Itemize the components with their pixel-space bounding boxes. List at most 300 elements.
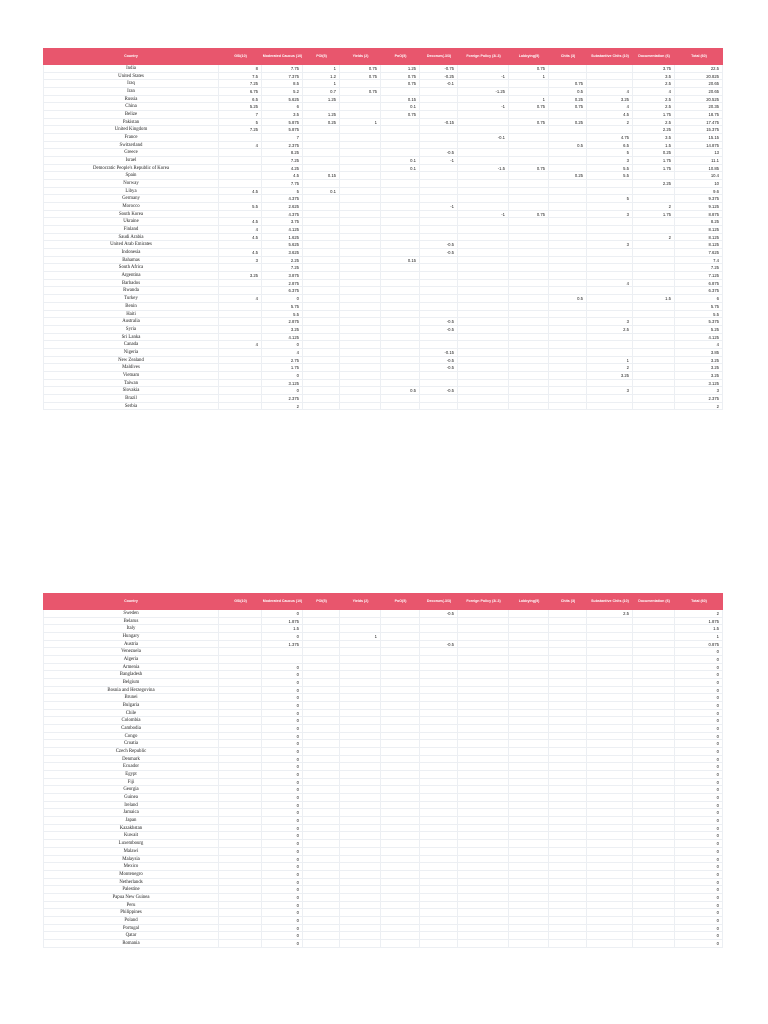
- score-cell: [633, 932, 675, 939]
- score-cell: 0: [262, 771, 303, 778]
- score-cell: [458, 725, 509, 732]
- score-cell: [458, 763, 509, 770]
- score-cell: [381, 134, 420, 141]
- table-row: [43, 763, 723, 771]
- column-header: Foreign Policy (3/-3): [466, 599, 501, 604]
- score-cell: [509, 802, 549, 809]
- score-cell: 2.5: [587, 610, 633, 617]
- score-cell: [458, 702, 509, 709]
- table-body: [43, 610, 723, 948]
- score-cell: [381, 403, 420, 410]
- score-cell: [381, 380, 420, 387]
- score-cell: [458, 825, 509, 832]
- score-cell: [509, 126, 549, 133]
- column-header: POI(5): [316, 54, 327, 59]
- score-cell: -0.5: [420, 326, 458, 333]
- score-cell: [458, 748, 509, 755]
- country-cell: Saudi Arabia: [43, 234, 219, 241]
- score-cell: [381, 656, 420, 663]
- country-cell: Malaysia: [43, 856, 219, 863]
- score-cell: [340, 226, 381, 233]
- score-cell: [549, 740, 587, 747]
- score-cell: 0: [675, 763, 723, 770]
- score-cell: [458, 809, 509, 816]
- score-cell: 0: [675, 710, 723, 717]
- table-row: [43, 909, 723, 917]
- score-cell: [587, 932, 633, 939]
- score-cell: 0: [262, 863, 303, 870]
- score-cell: [219, 771, 262, 778]
- column-header: Lobbying(5): [518, 599, 540, 604]
- score-cell: [509, 886, 549, 893]
- score-cell: [303, 756, 340, 763]
- score-cell: [420, 848, 458, 855]
- score-cell: [340, 395, 381, 402]
- country-cell: Switzerland: [43, 142, 219, 149]
- score-cell: [219, 925, 262, 932]
- score-cell: -1: [458, 211, 509, 218]
- score-cell: [587, 234, 633, 241]
- score-cell: [633, 710, 675, 717]
- score-cell: 1: [303, 65, 340, 72]
- score-cell: [340, 725, 381, 732]
- table-row: [43, 779, 723, 787]
- score-cell: [340, 188, 381, 195]
- score-cell: [381, 119, 420, 126]
- score-cell: [549, 840, 587, 847]
- score-cell: [458, 80, 509, 87]
- score-cell: [420, 694, 458, 701]
- table-body: [43, 65, 723, 410]
- score-cell: [587, 809, 633, 816]
- score-cell: [458, 142, 509, 149]
- score-cell: 0: [262, 664, 303, 671]
- score-cell: [219, 879, 262, 886]
- score-cell: [219, 687, 262, 694]
- column-header: Decorum(-3/3): [426, 599, 452, 604]
- score-cell: [303, 334, 340, 341]
- column-header: POI(5): [316, 599, 327, 604]
- country-cell: Italy: [43, 625, 219, 632]
- score-cell: [340, 641, 381, 648]
- score-cell: [340, 311, 381, 318]
- score-cell: 7.125: [675, 272, 723, 279]
- score-cell: 2: [587, 364, 633, 371]
- score-cell: [420, 771, 458, 778]
- score-cell: [587, 756, 633, 763]
- score-cell: 2.5: [633, 119, 675, 126]
- score-cell: [219, 610, 262, 617]
- score-cell: [420, 702, 458, 709]
- table-row: [43, 387, 723, 395]
- table-row: [43, 786, 723, 794]
- table-row: [43, 740, 723, 748]
- score-cell: [509, 111, 549, 118]
- score-cell: [219, 902, 262, 909]
- score-cell: [420, 142, 458, 149]
- table-row: [43, 188, 723, 196]
- score-cell: [458, 871, 509, 878]
- score-cell: [340, 318, 381, 325]
- score-cell: [549, 395, 587, 402]
- score-cell: [458, 180, 509, 187]
- score-cell: 22.5: [675, 65, 723, 72]
- score-cell: 0.875: [675, 641, 723, 648]
- score-cell: 4: [675, 341, 723, 348]
- table-row: [43, 126, 723, 134]
- score-cell: [219, 809, 262, 816]
- score-cell: [509, 218, 549, 225]
- score-cell: [549, 756, 587, 763]
- country-cell: Morocco: [43, 203, 219, 210]
- score-cell: 0: [675, 879, 723, 886]
- score-cell: [340, 257, 381, 264]
- score-cell: [633, 357, 675, 364]
- score-cell: [303, 886, 340, 893]
- score-cell: [219, 725, 262, 732]
- score-cell: [420, 671, 458, 678]
- score-cell: 0: [262, 917, 303, 924]
- score-cell: [509, 380, 549, 387]
- score-cell: [303, 126, 340, 133]
- score-cell: [509, 771, 549, 778]
- scores-table-1: [43, 48, 723, 410]
- score-cell: [420, 134, 458, 141]
- score-cell: [549, 802, 587, 809]
- score-cell: [458, 917, 509, 924]
- score-cell: [549, 641, 587, 648]
- score-cell: [458, 264, 509, 271]
- score-cell: [420, 165, 458, 172]
- score-cell: 0: [675, 940, 723, 947]
- table-row: [43, 633, 723, 641]
- score-cell: [420, 871, 458, 878]
- table-row: [43, 287, 723, 295]
- score-cell: 0: [675, 794, 723, 801]
- score-cell: [633, 341, 675, 348]
- score-cell: 0: [262, 817, 303, 824]
- score-cell: [420, 725, 458, 732]
- score-cell: [549, 671, 587, 678]
- score-cell: -1.25: [458, 88, 509, 95]
- score-cell: [420, 287, 458, 294]
- country-cell: Rwanda: [43, 287, 219, 294]
- table-row: [43, 940, 723, 948]
- score-cell: [549, 633, 587, 640]
- score-cell: [420, 763, 458, 770]
- score-cell: [381, 725, 420, 732]
- score-cell: [549, 725, 587, 732]
- score-cell: 8.5: [262, 80, 303, 87]
- score-cell: [509, 717, 549, 724]
- score-cell: [549, 687, 587, 694]
- score-cell: [381, 710, 420, 717]
- table-row: [43, 610, 723, 618]
- score-cell: -0.5: [420, 641, 458, 648]
- table-row: [43, 272, 723, 280]
- score-cell: [458, 610, 509, 617]
- score-cell: [633, 879, 675, 886]
- score-cell: 0: [675, 840, 723, 847]
- score-cell: [633, 257, 675, 264]
- score-cell: [458, 65, 509, 72]
- table-row: [43, 341, 723, 349]
- score-cell: 1.875: [262, 618, 303, 625]
- score-cell: [549, 871, 587, 878]
- score-cell: [633, 272, 675, 279]
- score-cell: [381, 357, 420, 364]
- score-cell: 7.375: [262, 73, 303, 80]
- score-cell: [340, 195, 381, 202]
- score-cell: [458, 940, 509, 947]
- score-cell: 5.5: [587, 172, 633, 179]
- score-cell: 7.25: [219, 126, 262, 133]
- country-cell: Iraq: [43, 80, 219, 87]
- table-row: [43, 295, 723, 303]
- country-cell: Fiji: [43, 779, 219, 786]
- table-row: [43, 679, 723, 687]
- score-cell: [633, 364, 675, 371]
- score-cell: [587, 917, 633, 924]
- score-cell: [420, 932, 458, 939]
- score-cell: [509, 940, 549, 947]
- score-cell: 1.5: [675, 625, 723, 632]
- table-row: [43, 311, 723, 319]
- score-cell: [549, 326, 587, 333]
- score-cell: [509, 188, 549, 195]
- score-cell: 4: [587, 280, 633, 287]
- score-cell: 0: [262, 725, 303, 732]
- score-cell: [587, 925, 633, 932]
- score-cell: [633, 249, 675, 256]
- score-cell: [509, 779, 549, 786]
- score-cell: [303, 203, 340, 210]
- score-cell: -0.5: [420, 387, 458, 394]
- score-cell: [303, 894, 340, 901]
- score-cell: [420, 879, 458, 886]
- score-cell: [509, 740, 549, 747]
- score-cell: [509, 318, 549, 325]
- score-cell: [458, 96, 509, 103]
- score-cell: [303, 856, 340, 863]
- score-cell: 5.5: [262, 311, 303, 318]
- score-cell: [219, 172, 262, 179]
- score-cell: [340, 664, 381, 671]
- score-cell: 18.75: [675, 111, 723, 118]
- score-cell: 8.25: [262, 149, 303, 156]
- score-cell: 7: [219, 111, 262, 118]
- score-cell: [633, 326, 675, 333]
- score-cell: [509, 387, 549, 394]
- score-cell: [219, 633, 262, 640]
- score-cell: [340, 157, 381, 164]
- score-cell: [420, 832, 458, 839]
- score-cell: [381, 295, 420, 302]
- score-cell: [219, 334, 262, 341]
- score-cell: [303, 817, 340, 824]
- score-cell: 9.6: [675, 188, 723, 195]
- score-cell: 4: [262, 349, 303, 356]
- score-cell: [340, 403, 381, 410]
- table-row: [43, 103, 723, 111]
- score-cell: [303, 142, 340, 149]
- score-cell: [420, 618, 458, 625]
- score-cell: 0.5: [549, 88, 587, 95]
- column-header: Decorum(-3/3): [426, 54, 452, 59]
- score-cell: [381, 172, 420, 179]
- score-cell: [633, 664, 675, 671]
- score-cell: [340, 894, 381, 901]
- score-cell: [549, 403, 587, 410]
- score-cell: [509, 856, 549, 863]
- score-cell: [420, 863, 458, 870]
- score-cell: 4.5: [262, 172, 303, 179]
- score-cell: [587, 618, 633, 625]
- score-cell: [633, 717, 675, 724]
- score-cell: [458, 349, 509, 356]
- score-cell: [633, 671, 675, 678]
- score-cell: [381, 786, 420, 793]
- table-row: [43, 96, 723, 104]
- score-cell: [458, 311, 509, 318]
- score-cell: [340, 126, 381, 133]
- score-cell: [303, 879, 340, 886]
- table-row: [43, 641, 723, 649]
- score-cell: [381, 287, 420, 294]
- score-cell: 6.5: [587, 142, 633, 149]
- score-cell: [340, 687, 381, 694]
- score-cell: [633, 763, 675, 770]
- score-cell: 4.5: [587, 111, 633, 118]
- score-cell: [381, 226, 420, 233]
- score-cell: [509, 403, 549, 410]
- score-cell: [633, 311, 675, 318]
- score-cell: 1.25: [303, 96, 340, 103]
- score-cell: 1: [340, 119, 381, 126]
- score-cell: [381, 311, 420, 318]
- score-cell: [340, 249, 381, 256]
- score-cell: [633, 779, 675, 786]
- score-cell: 20.525: [675, 96, 723, 103]
- score-cell: [303, 625, 340, 632]
- score-cell: 6.375: [675, 287, 723, 294]
- score-cell: [549, 65, 587, 72]
- country-cell: Syria: [43, 326, 219, 333]
- score-cell: [381, 909, 420, 916]
- score-cell: [420, 180, 458, 187]
- score-cell: [587, 249, 633, 256]
- score-cell: [549, 771, 587, 778]
- score-cell: [219, 886, 262, 893]
- score-cell: 0.25: [549, 96, 587, 103]
- score-cell: [549, 625, 587, 632]
- score-cell: 8.875: [675, 211, 723, 218]
- score-cell: 3.75: [633, 65, 675, 72]
- score-cell: 1.5: [633, 295, 675, 302]
- score-cell: [509, 88, 549, 95]
- score-cell: [458, 241, 509, 248]
- score-cell: 0: [262, 633, 303, 640]
- score-cell: 0.75: [340, 88, 381, 95]
- score-cell: [303, 357, 340, 364]
- score-cell: [340, 802, 381, 809]
- score-cell: [420, 748, 458, 755]
- score-cell: [509, 372, 549, 379]
- score-cell: [219, 940, 262, 947]
- country-cell: Brunei: [43, 694, 219, 701]
- score-cell: [303, 664, 340, 671]
- score-cell: [458, 372, 509, 379]
- score-cell: [458, 733, 509, 740]
- country-cell: Pakistan: [43, 119, 219, 126]
- score-cell: [219, 372, 262, 379]
- score-cell: [340, 111, 381, 118]
- score-cell: 0.25: [633, 149, 675, 156]
- score-cell: 0: [262, 848, 303, 855]
- score-cell: [219, 779, 262, 786]
- table-row: [43, 203, 723, 211]
- country-cell: Russia: [43, 96, 219, 103]
- score-cell: [549, 364, 587, 371]
- score-cell: 0.15: [381, 96, 420, 103]
- score-cell: [587, 909, 633, 916]
- score-cell: [458, 303, 509, 310]
- score-cell: [509, 656, 549, 663]
- score-cell: 1.75: [262, 364, 303, 371]
- score-cell: [458, 218, 509, 225]
- score-cell: [458, 295, 509, 302]
- score-cell: [549, 349, 587, 356]
- score-cell: 0: [262, 610, 303, 617]
- country-cell: Netherlands: [43, 879, 219, 886]
- score-cell: 2.5: [587, 326, 633, 333]
- score-cell: [420, 218, 458, 225]
- score-cell: 2: [633, 234, 675, 241]
- country-cell: Venezuela: [43, 648, 219, 655]
- score-cell: [381, 863, 420, 870]
- score-cell: [458, 909, 509, 916]
- score-cell: [587, 311, 633, 318]
- score-cell: [340, 80, 381, 87]
- score-cell: [587, 794, 633, 801]
- score-cell: [340, 341, 381, 348]
- score-cell: [509, 633, 549, 640]
- country-cell: Papua New Guinea: [43, 894, 219, 901]
- score-cell: 0.75: [549, 103, 587, 110]
- score-cell: 7.25: [219, 80, 262, 87]
- score-cell: [381, 679, 420, 686]
- score-cell: [420, 740, 458, 747]
- score-cell: 0: [675, 863, 723, 870]
- table-row: [43, 871, 723, 879]
- score-cell: 7.25: [262, 157, 303, 164]
- score-cell: [458, 671, 509, 678]
- country-cell: Maldives: [43, 364, 219, 371]
- score-cell: 0: [262, 940, 303, 947]
- score-cell: 0: [262, 802, 303, 809]
- country-cell: Barbados: [43, 280, 219, 287]
- score-cell: [458, 840, 509, 847]
- column-header: Substantive Chits (10): [591, 54, 629, 59]
- score-cell: [549, 303, 587, 310]
- score-cell: [633, 909, 675, 916]
- score-cell: 5.25: [219, 103, 262, 110]
- score-cell: [509, 871, 549, 878]
- score-cell: [340, 886, 381, 893]
- country-cell: Qatar: [43, 932, 219, 939]
- score-cell: 5.25: [675, 326, 723, 333]
- score-cell: [458, 832, 509, 839]
